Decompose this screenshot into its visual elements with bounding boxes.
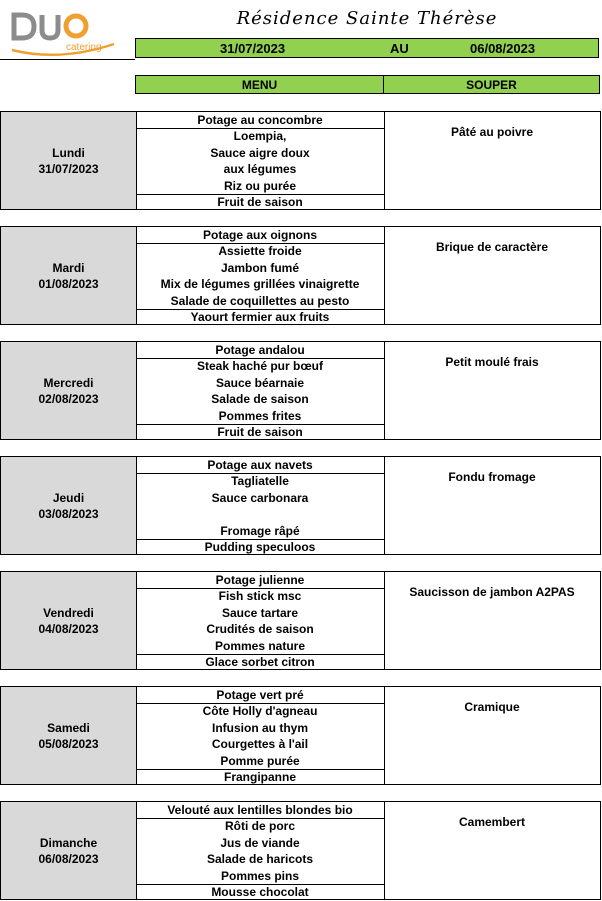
- menu-item: Frangipanne: [223, 770, 296, 784]
- menu-item: Sauce béarnaie: [215, 375, 305, 390]
- date-separator: AU: [390, 41, 409, 56]
- menu-item: Pommes nature: [214, 638, 306, 653]
- menu-item: Potage aux oignons: [202, 228, 317, 242]
- day-cell: [1, 112, 137, 209]
- menu-item: Salade de coquillettes au pesto: [170, 293, 350, 308]
- menu-separator: [136, 884, 384, 885]
- menu-item: Glace sorbet citron: [205, 655, 315, 669]
- header-divider: [0, 59, 135, 60]
- souper-item: Cramique: [464, 700, 520, 714]
- day-date: 01/08/2023: [38, 276, 99, 291]
- menu-item: Jambon fumé: [220, 260, 299, 275]
- day-name: Mardi: [52, 260, 85, 275]
- menu-item: Tagliatelle: [231, 474, 289, 489]
- menu-item: Potage au concombre: [197, 113, 323, 127]
- souper-item: Pâté au poivre: [450, 125, 534, 139]
- menu-item: Côte Holly d'agneau: [202, 704, 318, 719]
- menu-column: [136, 802, 385, 899]
- date-from: 31/07/2023: [220, 41, 286, 56]
- menu-item: Jus de viande: [220, 835, 300, 850]
- day-cell: [1, 687, 137, 784]
- day-date: 03/08/2023: [38, 506, 99, 521]
- menu-separator: [136, 309, 384, 310]
- menu-item: Potage vert pré: [216, 688, 304, 702]
- menu-item: Rôti de porc: [224, 819, 295, 834]
- menu-item: aux légumes: [223, 162, 297, 177]
- souper-item: Camembert: [458, 815, 526, 829]
- menu-separator: [136, 539, 384, 540]
- menu-item: Loempia,: [233, 129, 287, 144]
- menu-separator: [136, 243, 384, 244]
- day-date: 02/08/2023: [38, 391, 99, 406]
- day-date: 05/08/2023: [38, 736, 99, 751]
- menu-item: Courgettes à l'ail: [211, 737, 309, 752]
- day-date: 04/08/2023: [38, 621, 99, 636]
- menu-separator: [136, 128, 384, 129]
- menu-column: [136, 572, 385, 669]
- menu-separator: [136, 358, 384, 359]
- day-block: [0, 571, 601, 670]
- day-name: Lundi: [52, 145, 85, 160]
- day-cell: [1, 457, 137, 554]
- menu-item: [136, 506, 384, 522]
- menu-item: Crudités de saison: [206, 622, 314, 637]
- menu-column: [136, 227, 385, 324]
- menu-item: Fromage râpé: [220, 523, 300, 538]
- day-block: [0, 111, 601, 210]
- menu-item: Mix de légumes grillées vinaigrette: [160, 277, 360, 292]
- souper-item: Petit moulé frais: [445, 355, 539, 369]
- residence-title: Résidence Sainte Thérèse: [236, 8, 498, 29]
- date-to: 06/08/2023: [470, 41, 536, 56]
- menu-item: Yaourt fermier aux fruits: [190, 310, 330, 324]
- menu-item: Mousse chocolat: [211, 885, 309, 899]
- menu-item: Sauce aigre doux: [210, 145, 310, 160]
- day-name: Samedi: [47, 720, 90, 735]
- menu-item: Riz ou purée: [223, 178, 296, 193]
- menu-item: Fruit de saison: [217, 425, 303, 439]
- menu-item: Sauce tartare: [221, 605, 299, 620]
- menu-item: Steak haché pur bœuf: [196, 359, 324, 374]
- menu-item: Salade de haricots: [206, 852, 314, 867]
- logo-sub-text: catering: [66, 42, 102, 53]
- day-block: [0, 456, 601, 555]
- day-cell: [1, 342, 137, 439]
- menu-item: Infusion au thym: [212, 720, 308, 735]
- menu-column-header: MENU: [135, 75, 384, 94]
- menu-item: Salade de saison: [211, 392, 309, 407]
- menu-separator: [136, 424, 384, 425]
- menu-separator: [136, 654, 384, 655]
- day-name: Dimanche: [39, 835, 98, 850]
- souper-item: Saucisson de jambon A2PAS: [409, 585, 575, 599]
- day-date: 06/08/2023: [38, 851, 99, 866]
- menu-item: Sauce carbonara: [211, 490, 309, 505]
- souper-column-header: SOUPER: [383, 75, 600, 94]
- day-cell: [1, 572, 137, 669]
- menu-separator: [136, 703, 384, 704]
- duo-catering-logo: [10, 10, 120, 58]
- menu-column: [136, 112, 385, 209]
- day-cell: [1, 802, 137, 899]
- menu-item: Potage julienne: [215, 573, 305, 587]
- day-name: Vendredi: [43, 605, 94, 620]
- day-name: Jeudi: [52, 490, 85, 505]
- day-block: [0, 341, 601, 440]
- logo-graphic: [10, 10, 120, 58]
- day-name: Mercredi: [43, 375, 94, 390]
- menu-column: [136, 687, 385, 784]
- menu-item: Fruit de saison: [217, 195, 303, 209]
- menu-item: Assiette froide: [218, 244, 302, 259]
- menu-item: Fish stick msc: [218, 589, 302, 604]
- day-block: [0, 686, 601, 785]
- day-cell: [1, 227, 137, 324]
- menu-item: Potage aux navets: [207, 458, 313, 472]
- souper-item: Fondu fromage: [448, 470, 536, 484]
- menu-separator: [136, 818, 384, 819]
- menu-column: [136, 342, 385, 439]
- menu-separator: [136, 769, 384, 770]
- menu-separator: [136, 588, 384, 589]
- menu-column: [136, 457, 385, 554]
- souper-item: Brique de caractère: [435, 240, 549, 254]
- menu-separator: [136, 194, 384, 195]
- menu-separator: [136, 473, 384, 474]
- menu-item: Pommes pins: [220, 868, 300, 883]
- date-range-bar: [135, 38, 599, 58]
- menu-item: Velouté aux lentilles blondes bio: [167, 803, 353, 817]
- day-block: [0, 801, 601, 900]
- day-block: [0, 226, 601, 325]
- menu-item: Pudding speculoos: [204, 540, 316, 554]
- menu-item: Pomme purée: [220, 753, 300, 768]
- day-date: 31/07/2023: [38, 161, 99, 176]
- menu-item: Potage andalou: [215, 343, 305, 357]
- menu-item: Pommes frites: [218, 408, 302, 423]
